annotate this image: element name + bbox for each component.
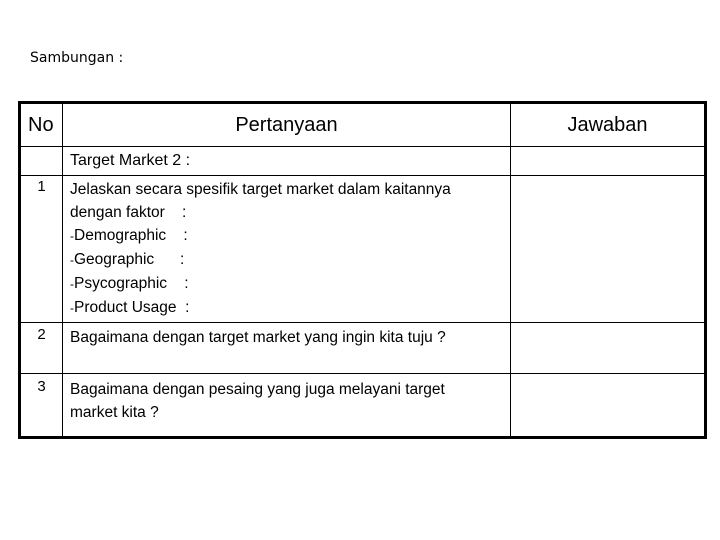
row-number: 3 <box>20 374 63 438</box>
table-row <box>20 323 706 374</box>
factor-item <box>70 248 502 272</box>
question-line: Bagaimana dengan target market yang ingin kita tuju ? <box>70 329 446 346</box>
section-row <box>20 147 706 176</box>
question-table <box>18 101 707 439</box>
question-line: Bagaimana dengan pesaing yang juga melayani target <box>70 381 445 398</box>
dash-marker: - <box>70 277 74 291</box>
factor-item <box>70 272 502 296</box>
question-line: dengan faktor : <box>70 204 187 221</box>
dash-marker: - <box>70 229 74 243</box>
section-answer-cell <box>511 147 706 176</box>
section-title: Target Market 2 : <box>63 147 511 176</box>
factor-label: Demographic : <box>74 227 188 244</box>
row-number: 2 <box>20 323 63 374</box>
answer-cell[interactable] <box>511 176 706 323</box>
row-number: 1 <box>20 176 63 323</box>
question-cell <box>63 374 511 438</box>
header-row <box>20 103 706 147</box>
dash-marker: - <box>70 301 74 315</box>
header-answer: Jawaban <box>511 103 706 147</box>
question-cell <box>63 176 511 323</box>
factor-item <box>70 296 502 320</box>
factor-label: Psycographic : <box>74 275 189 292</box>
header-no: No <box>20 103 63 147</box>
factor-label: Product Usage : <box>74 299 190 316</box>
factor-item <box>70 224 502 248</box>
table-row <box>20 176 706 323</box>
factor-label: Geographic : <box>74 251 185 268</box>
caption: Sambungan : <box>30 50 124 66</box>
question-line: Jelaskan secara spesifik target market dalam kaitannya <box>70 181 451 198</box>
table-row <box>20 374 706 438</box>
question-line: market kita ? <box>70 404 159 421</box>
question-cell <box>63 323 511 374</box>
dash-marker: - <box>70 253 74 267</box>
section-no-cell <box>20 147 63 176</box>
answer-cell[interactable] <box>511 323 706 374</box>
header-question: Pertanyaan <box>63 103 511 147</box>
answer-cell[interactable] <box>511 374 706 438</box>
